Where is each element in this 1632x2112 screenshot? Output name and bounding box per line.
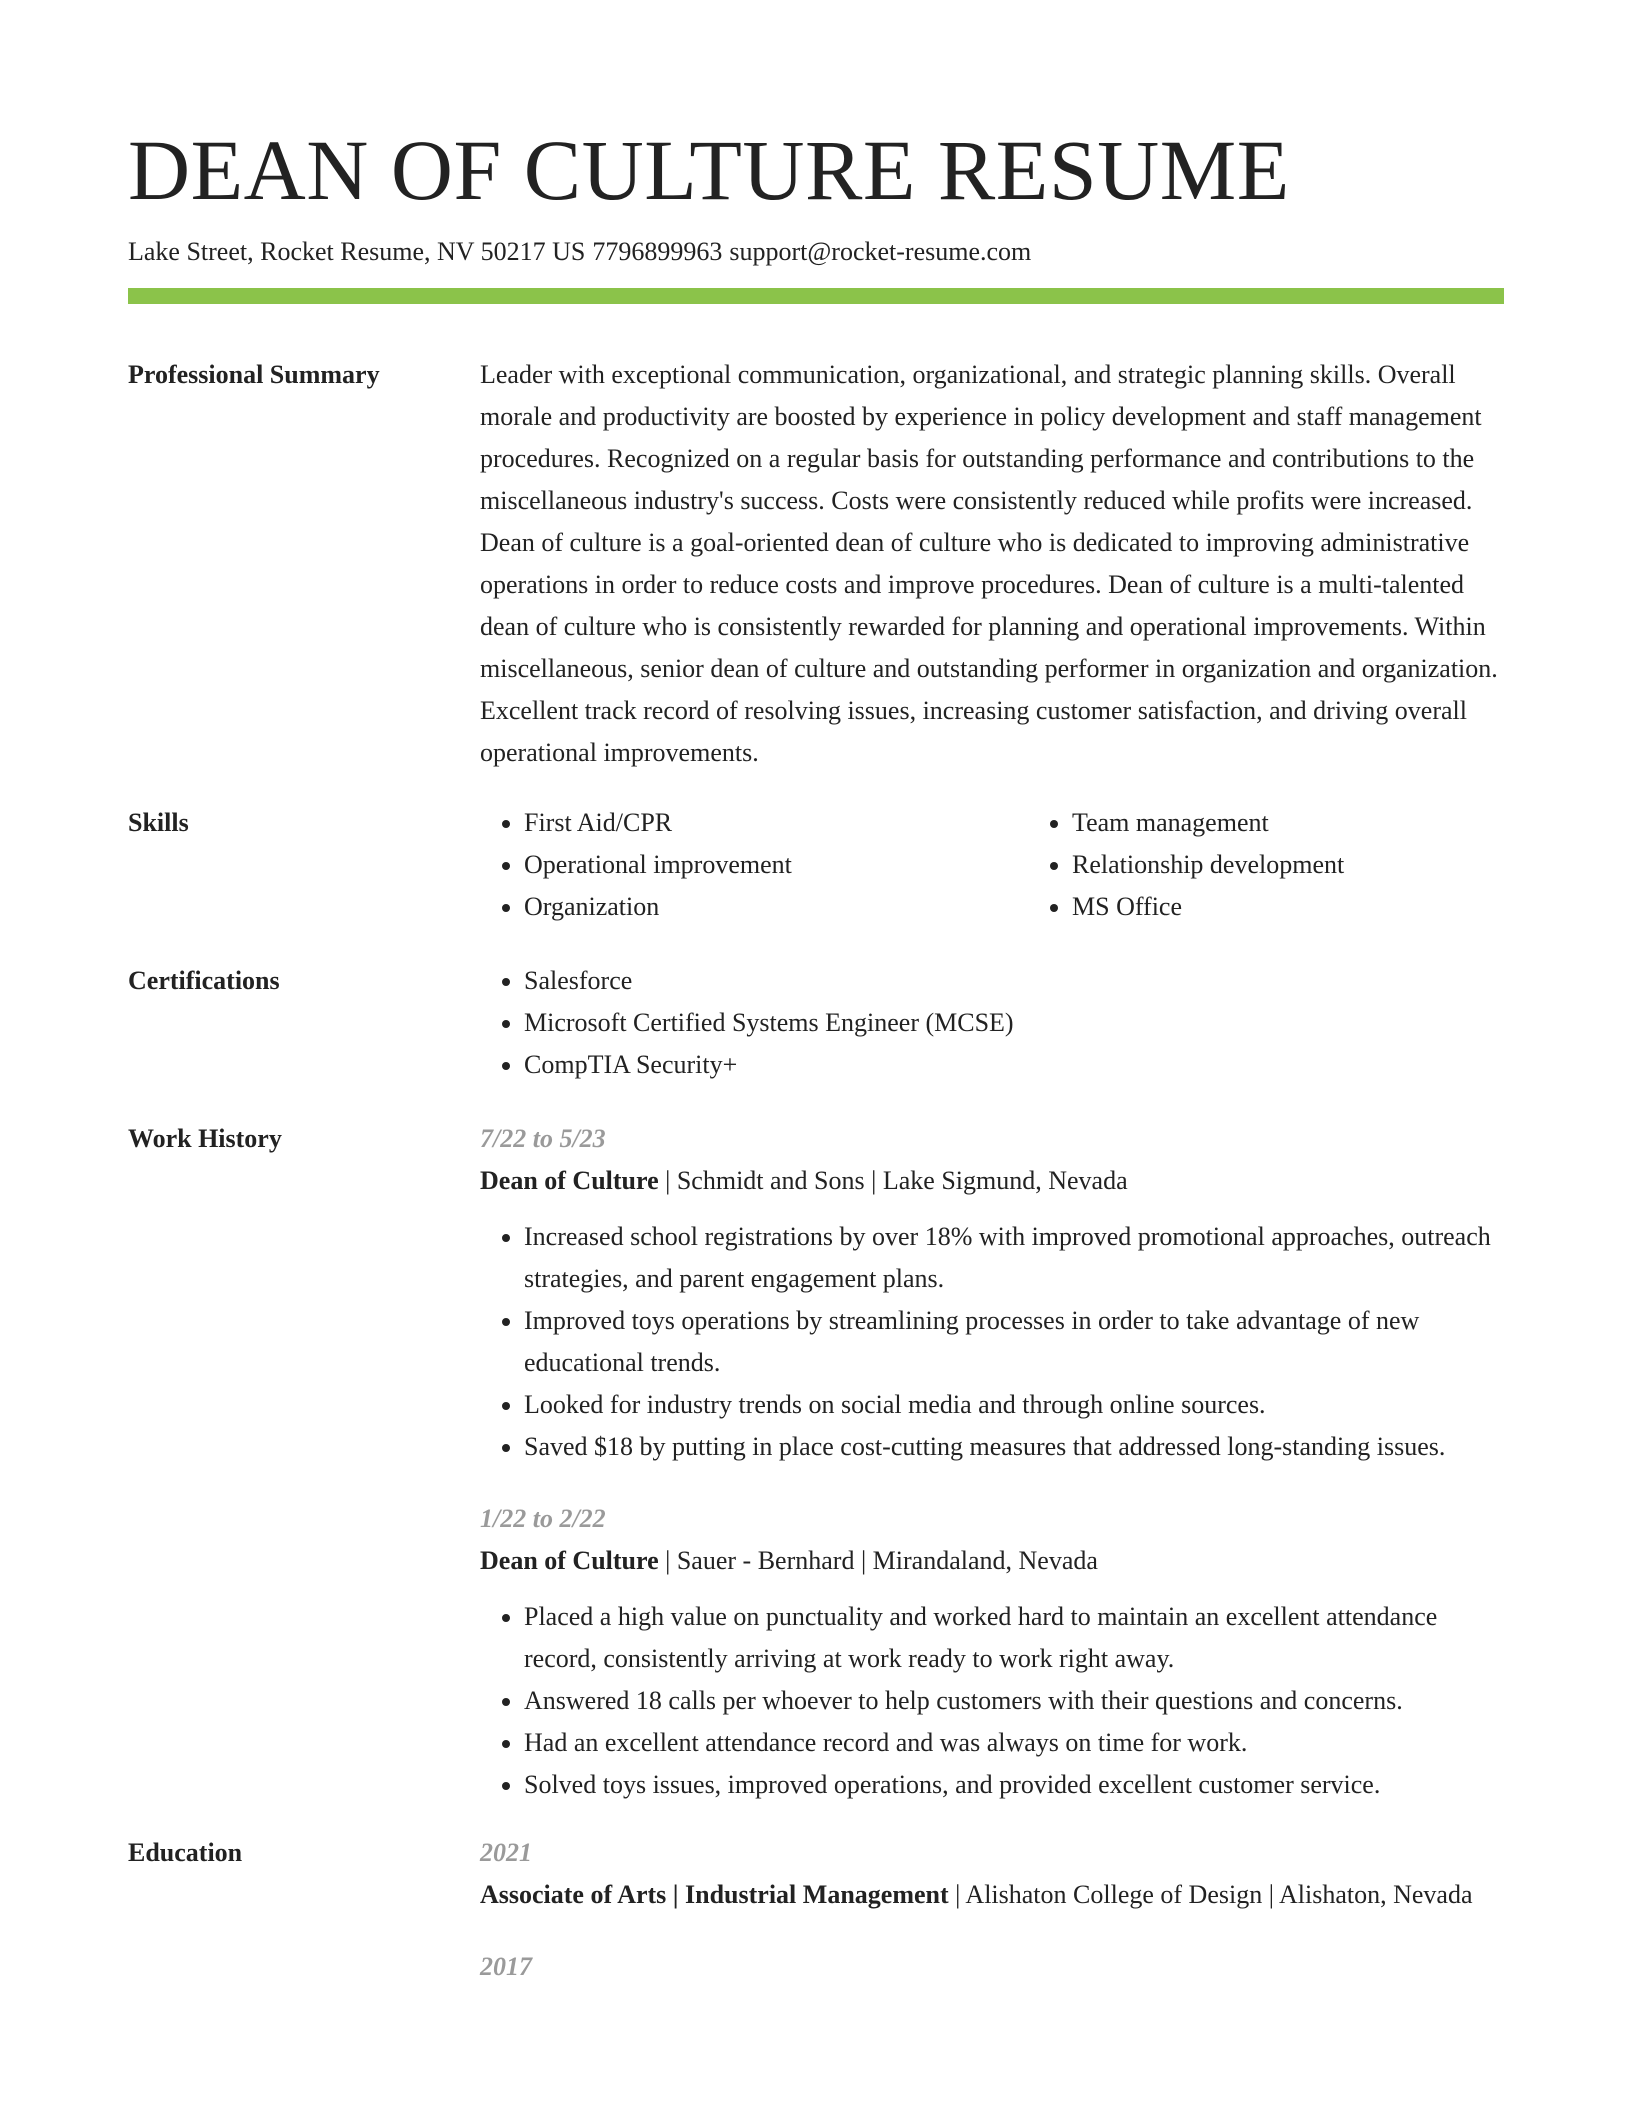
contact-line [128, 234, 1504, 270]
certification-item: • Microsoft Certified Systems Engineer (MCSE) [524, 1002, 1504, 1044]
education-school: Alishaton College of Design [965, 1880, 1263, 1909]
skill-item: • Operational improvement [524, 844, 1028, 886]
skill-item: • First Aid/CPR [524, 802, 1028, 844]
job-bullet: • Saved $18 by putting in place cost-cutting measures that addressed long-standing issues. [524, 1426, 1504, 1468]
resume-title: DEAN OF CULTURE RESUME [128, 122, 1290, 218]
certifications-section [128, 960, 1504, 1086]
certifications-body [480, 960, 1504, 1086]
summary-label: Professional Summary [128, 360, 380, 389]
job-location: Lake Sigmund, Nevada [882, 1166, 1128, 1195]
education-entry [480, 1832, 1504, 1916]
contact-phone: 7796899963 [592, 237, 723, 266]
work-history-body [480, 1118, 1504, 1806]
skill-item: • Team management [1072, 802, 1576, 844]
job-entry [480, 1118, 1504, 1468]
contact-address: Lake Street, Rocket Resume, NV 50217 US [128, 237, 586, 266]
skills-section [128, 802, 1504, 928]
job-bullet: • Improved toys operations by streamlining processes in order to take advantage of new educational trends. [524, 1300, 1504, 1384]
job-bullet: • Solved toys issues, improved operations, and provided excellent customer service. [524, 1764, 1504, 1806]
contact-email: support@rocket-resume.com [729, 237, 1032, 266]
job-dates: 1/22 to 2/22 [480, 1504, 606, 1533]
education-year: 2017 [480, 1952, 532, 1981]
education-year: 2021 [480, 1838, 532, 1867]
certifications-list [480, 960, 1504, 1086]
skill-item: • MS Office [1072, 886, 1576, 928]
work-history-label: Work History [128, 1124, 282, 1153]
header-divider [128, 288, 1504, 304]
skills-list [480, 802, 1576, 928]
job-location: Mirandaland, Nevada [872, 1546, 1098, 1575]
job-bullets [480, 1596, 1504, 1806]
education-entry [480, 1946, 1504, 1988]
job-title: Dean of Culture [480, 1166, 659, 1195]
job-bullet: • Increased school registrations by over 18% with improved promotional approaches, outreach strategies, and parent engagement plans. [524, 1216, 1504, 1300]
job-company: Sauer - Bernhard [676, 1546, 855, 1575]
job-bullet: • Placed a high value on punctuality and worked hard to maintain an excellent attendance record, consistently arriving at work ready to work right away. [524, 1596, 1504, 1680]
job-title: Dean of Culture [480, 1546, 659, 1575]
education-section [128, 1832, 1504, 1988]
skills-column-2 [1028, 802, 1576, 928]
education-label: Education [128, 1838, 243, 1867]
skill-item: • Organization [524, 886, 1028, 928]
work-history-section [128, 1118, 1504, 1806]
job-bullet: • Answered 18 calls per whoever to help customers with their questions and concerns. [524, 1680, 1504, 1722]
education-heading: Associate of Arts | Industrial Management | Alishaton College of Design | Alishaton, Nevada [480, 1880, 1473, 1909]
job-bullet: • Had an excellent attendance record and was always on time for work. [524, 1722, 1504, 1764]
summary-section [128, 354, 1504, 774]
summary-text: Leader with exceptional communication, organizational, and strategic planning skills. Overall morale and productivity are boosted by experience in policy development and staff management procedures. Recognized on a regular basis for outstanding performance and contributions to the miscellaneous industry's success. Costs were consistently reduced while profits were increased. Dean of culture is a goal-oriented dean of culture who is dedicated to improving administrative operations in order to reduce costs and improve procedures. Dean of culture is a multi-talented dean of culture who is consistently rewarded for planning and operational improvements. Within miscellaneous, senior dean of culture and outstanding performer in organization and organization. Excellent track record of resolving issues, increasing customer satisfaction, and driving overall operational improvements. [480, 360, 1498, 767]
education-location: Alishaton, Nevada [1279, 1880, 1473, 1909]
job-heading: Dean of Culture | Schmidt and Sons | Lake Sigmund, Nevada [480, 1166, 1128, 1195]
job-entry [480, 1498, 1504, 1806]
job-bullets [480, 1216, 1504, 1468]
job-company: Schmidt and Sons [676, 1166, 865, 1195]
job-dates: 7/22 to 5/23 [480, 1124, 606, 1153]
certifications-label: Certifications [128, 966, 280, 995]
skill-item: • Relationship development [1072, 844, 1576, 886]
job-heading: Dean of Culture | Sauer - Bernhard | Mirandaland, Nevada [480, 1546, 1098, 1575]
degree-title: Associate of Arts | Industrial Management [480, 1880, 949, 1909]
skills-label: Skills [128, 808, 189, 837]
certification-item: • Salesforce [524, 960, 1504, 1002]
job-bullet: • Looked for industry trends on social media and through online sources. [524, 1384, 1504, 1426]
resume-page [128, 118, 1504, 1988]
certification-item: • CompTIA Security+ [524, 1044, 1504, 1086]
skills-column-1 [480, 802, 1028, 928]
education-body [480, 1832, 1504, 1988]
